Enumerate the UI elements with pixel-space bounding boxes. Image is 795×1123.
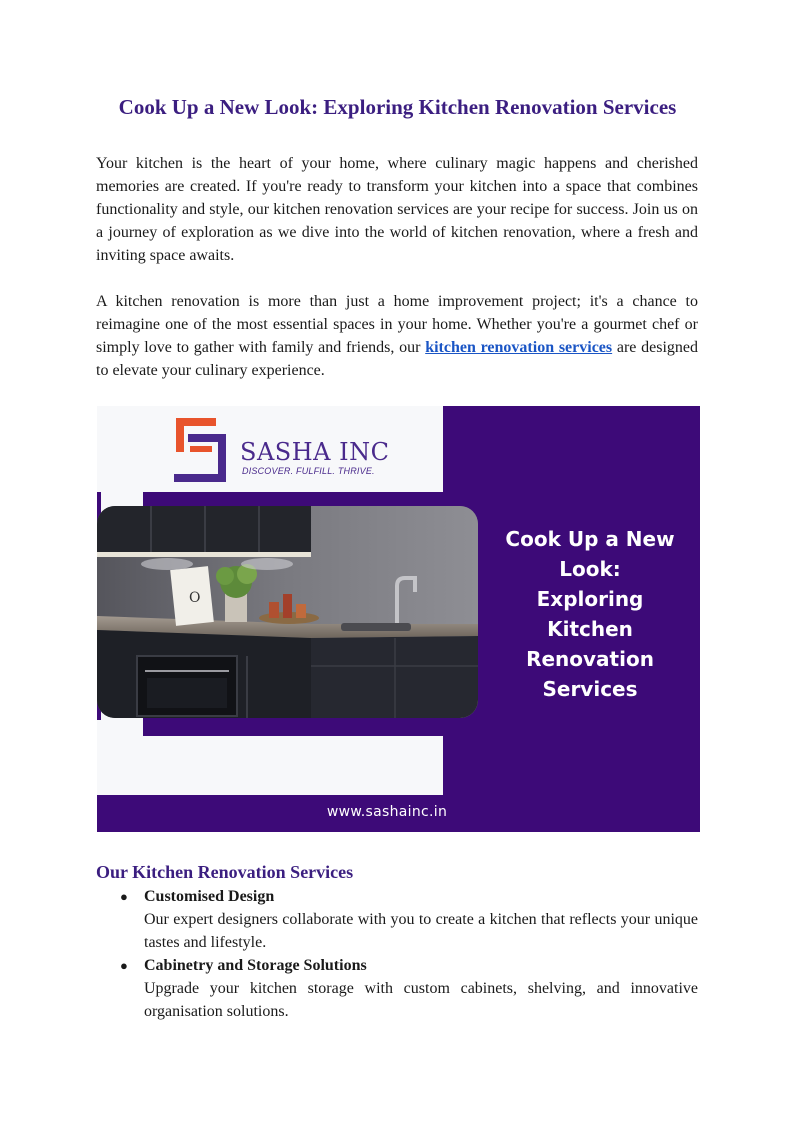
services-heading: Our Kitchen Renovation Services [96, 862, 354, 882]
kitchen-illustration [97, 506, 478, 718]
kitchen-photo [97, 506, 478, 718]
intro-paragraph: Your kitchen is the heart of your home, where culinary magic happens and cherished memories are created. If you're ready to transform your kitchen into a space that combines functionality and style, our kitchen renovation services are your recipe for success. Join us on a journey of exploration as we dive into the world of kitchen renovation, where a fresh and inviting space awaits. [96, 155, 698, 264]
sasha-logo-mark-icon [170, 412, 232, 484]
service-description: Our expert designers collaborate with you to create a kitchen that reflects your unique tastes and lifestyle. [144, 911, 698, 951]
list-item [96, 885, 698, 954]
page-title: Cook Up a New Look: Exploring Kitchen Renovation Services [118, 95, 677, 119]
bullet-icon: ● [120, 958, 128, 973]
banner-panel-notch [97, 406, 101, 492]
para2-after: are designed to elevate your culinary experience. [96, 339, 699, 379]
list-item [96, 954, 698, 1023]
para2-before: A kitchen renovation is more than just a home improvement project; it's a chance to reimagine one of the most essential spaces in your home. Whether you're a gourmet chef or simply love to gather with family and friends, our [96, 293, 698, 356]
logo-tagline: DISCOVER. FULFILL. THRIVE. [242, 466, 375, 476]
banner-heading: Cook Up a New Look: Exploring Kitchen Renovation Services [505, 527, 675, 701]
banner-panel-notch-lower [97, 720, 101, 795]
service-title: Customised Design [144, 888, 275, 905]
promo-banner [97, 406, 700, 832]
svg-text:O: O [189, 590, 201, 606]
service-description: Upgrade your kitchen storage with custom cabinets, shelving, and innovative organisation solutions. [144, 980, 698, 1020]
services-list [96, 885, 698, 1023]
kitchen-renovation-link[interactable]: kitchen renovation services [425, 339, 613, 356]
logo-name: SASHA INC [240, 438, 390, 466]
bullet-icon: ● [120, 889, 128, 904]
service-title: Cabinetry and Storage Solutions [144, 957, 367, 974]
banner-website: www.sashainc.in [326, 804, 448, 820]
sasha-logo [170, 410, 470, 488]
second-paragraph [96, 290, 698, 382]
